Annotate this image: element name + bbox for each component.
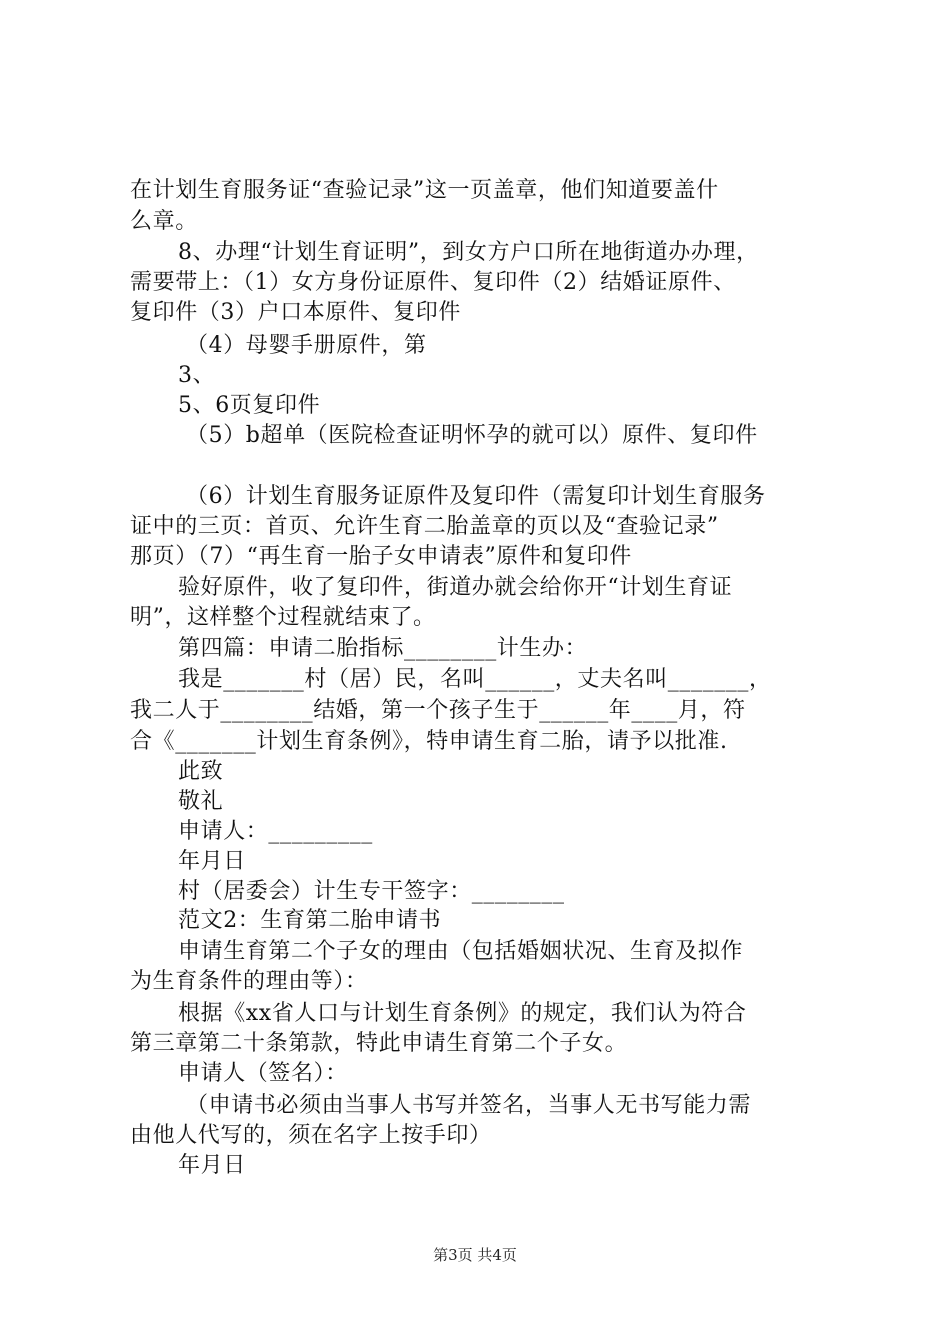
- body-line: （5）b超单（医院检查证明怀孕的就可以）原件、复印件: [186, 423, 758, 448]
- body-line: 申请人（签名）：: [178, 1061, 348, 1086]
- body-line: 申请生育第二个子女的理由（包括婚姻状况、生育及拟作: [178, 939, 744, 964]
- body-line: 证中的三页：首页、允许生育二胎盖章的页以及“查验记录”: [130, 514, 719, 539]
- body-line: 我是_______村（居）民，名叫______，丈夫名叫_______，: [178, 667, 772, 692]
- body-line: 合《_______计划生育条例》，特申请生育二胎，请予以批准.: [130, 729, 728, 754]
- body-line: 敬礼: [178, 789, 224, 814]
- body-line: 年月日: [178, 849, 246, 874]
- body-line: 村（居委会）计生专干签字：________: [178, 879, 565, 904]
- body-line: 根据《xx省人口与计划生育条例》的规定，我们认为符合: [178, 1001, 747, 1026]
- body-line: 由他人代写的，须在名字上按手印）: [130, 1123, 492, 1148]
- body-line: 申请人：_________: [178, 819, 373, 844]
- body-line: 需要带上：（1）女方身份证原件、复印件（2）结婚证原件、: [130, 270, 736, 295]
- body-line: 8、办理“计划生育证明”，到女方户口所在地街道办办理，: [178, 240, 759, 265]
- body-line: 此致: [178, 759, 224, 784]
- body-line: 第三章第二十条第款，特此申请生育第二个子女。: [130, 1031, 628, 1056]
- body-line: （6）计划生育服务证原件及复印件（需复印计划生育服务: [186, 484, 766, 509]
- body-line: 明”，这样整个过程就结束了。: [130, 605, 436, 630]
- body-line: 在计划生育服务证“查验记录”这一页盖章，他们知道要盖什: [130, 178, 719, 203]
- body-line: 为生育条件的理由等）：: [130, 969, 368, 994]
- body-line: 年月日: [178, 1153, 246, 1178]
- body-line: 5、6页复印件: [178, 393, 321, 418]
- body-line: （4）母婴手册原件，第: [186, 333, 427, 358]
- body-line: 验好原件，收了复印件，街道办就会给你开“计划生育证: [178, 575, 733, 600]
- section-heading: 第四篇：申请二胎指标________计生办：: [178, 636, 588, 661]
- body-line: 么章。: [130, 209, 198, 234]
- body-line: （申请书必须由当事人书写并签名，当事人无书写能力需: [186, 1093, 752, 1118]
- page-footer: 第3页 共4页: [433, 1246, 517, 1264]
- body-line: 那页）（7）“再生育一胎子女申请表”原件和复印件: [130, 544, 632, 569]
- body-line: 3、: [178, 363, 216, 388]
- section-heading: 范文2：生育第二胎申请书: [178, 908, 442, 933]
- body-line: 我二人于________结婚，第一个孩子生于______年____月，符: [130, 698, 746, 723]
- body-line: 复印件（3）户口本原件、复印件: [130, 300, 461, 325]
